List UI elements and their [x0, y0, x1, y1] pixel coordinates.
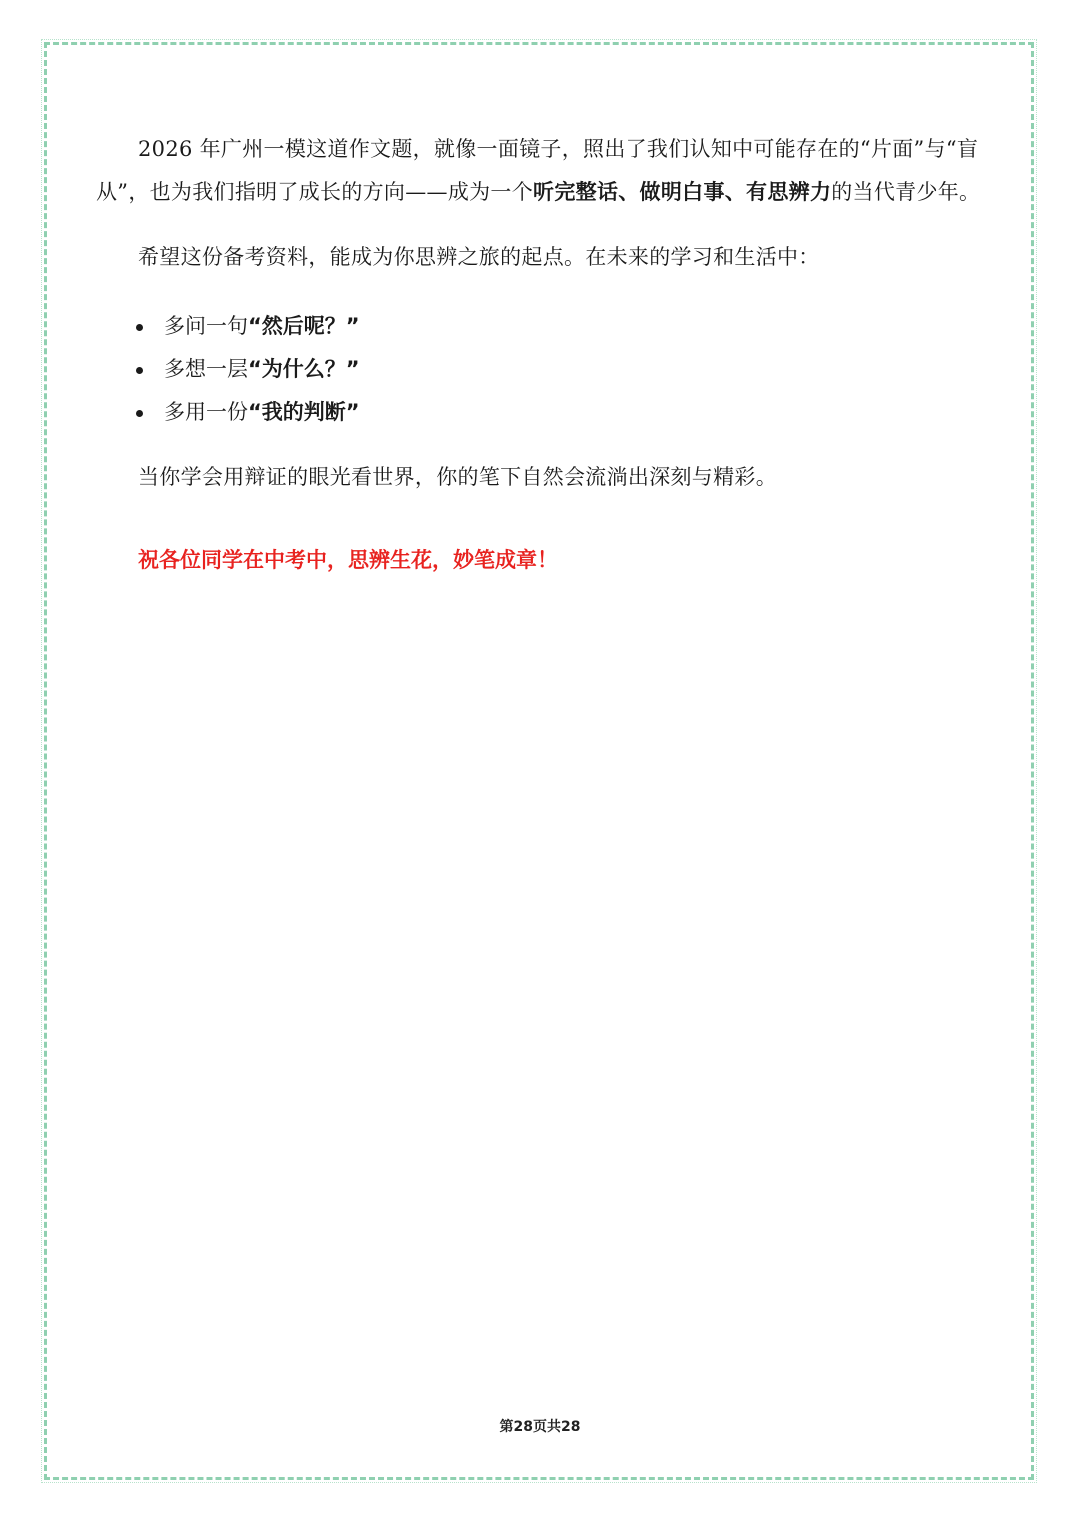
- paragraph-conclusion-bold: 听完整话、做明白事、有思辨力: [533, 180, 832, 204]
- list-item: [96, 391, 986, 434]
- page-number-footer: 第28页共28: [499, 1419, 581, 1435]
- paragraph-conclusion: [96, 128, 986, 214]
- bullet-dot-icon: [136, 410, 143, 417]
- bullet-prefix: 多想一层: [164, 357, 248, 381]
- document-body: [96, 128, 986, 582]
- bullet-quote: “为什么？”: [248, 357, 360, 381]
- paragraph-hope: 希望这份备考资料，能成为你思辨之旅的起点。在未来的学习和生活中：: [138, 245, 820, 269]
- bullet-prefix: 多用一份: [164, 400, 248, 424]
- bullet-prefix: 多问一句: [164, 314, 248, 338]
- bullet-dot-icon: [136, 324, 143, 331]
- paragraph-conclusion-lead: 2026 年广州一模这道作文题，就像一面镜子，照出了我们认知中可能存在的“片面”与“盲从”，也为我们指明了成长的方向——成为一个: [96, 137, 979, 204]
- bullet-quote: “我的判断”: [248, 400, 360, 424]
- paragraph-conclusion-tail: 的当代青少年。: [831, 180, 981, 204]
- bullet-dot-icon: [136, 367, 143, 374]
- list-item: [96, 348, 986, 391]
- bullet-quote: “然后呢？”: [248, 314, 360, 338]
- paragraph-dialectic: 当你学会用辩证的眼光看世界，你的笔下自然会流淌出深刻与精彩。: [138, 465, 777, 489]
- closing-wish: 祝各位同学在中考中，思辨生花，妙笔成章！: [138, 548, 558, 572]
- bullet-list: [96, 305, 986, 434]
- list-item: [96, 305, 986, 348]
